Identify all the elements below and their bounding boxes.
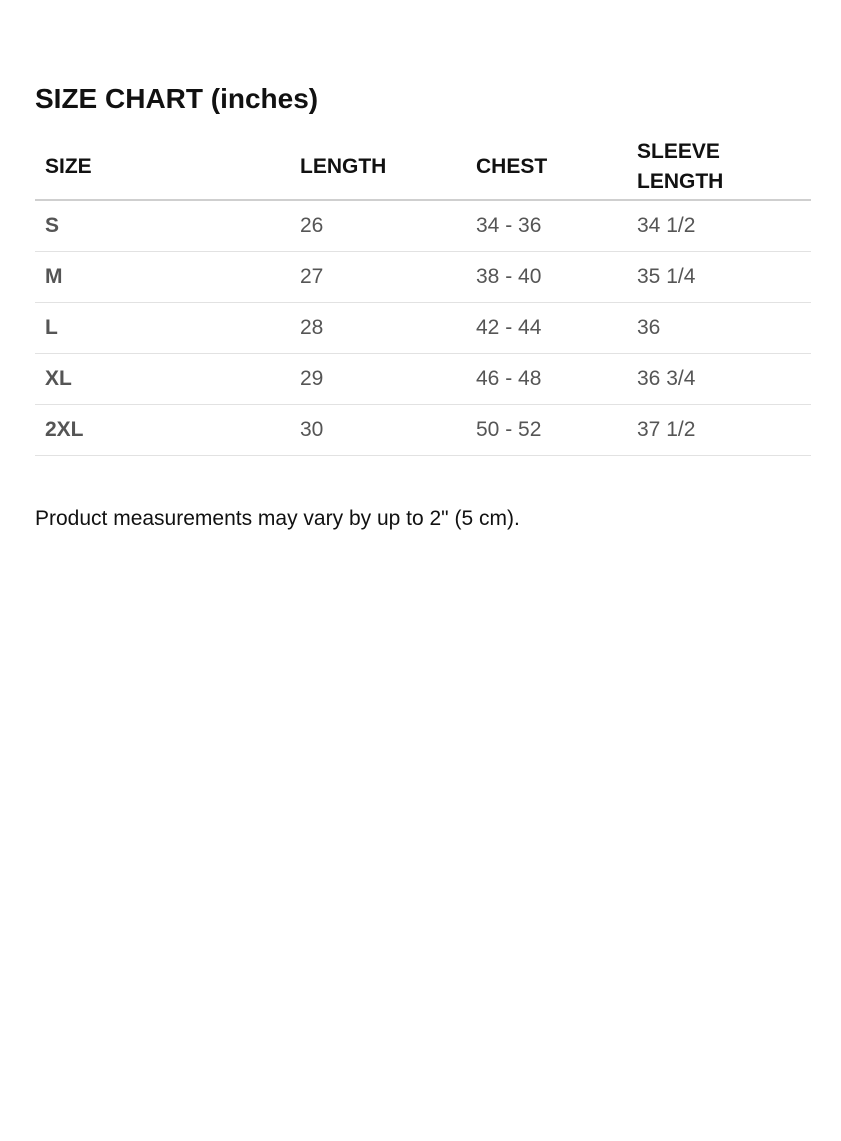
page-title: SIZE CHART (inches) <box>35 83 319 114</box>
length-cell: 27 <box>290 251 466 302</box>
length-cell: 26 <box>290 200 466 251</box>
chest-cell: 42 - 44 <box>466 302 627 353</box>
chest-cell: 38 - 40 <box>466 251 627 302</box>
chest-cell: 34 - 36 <box>466 200 627 251</box>
table-row <box>35 251 811 302</box>
column-header-chest: CHEST <box>466 135 627 200</box>
size-cell: 2XL <box>35 404 290 455</box>
size-cell: M <box>35 251 290 302</box>
column-header-size: SIZE <box>35 135 290 200</box>
sleeve-length-cell: 37 1/2 <box>627 404 811 455</box>
length-cell: 30 <box>290 404 466 455</box>
length-cell: 29 <box>290 353 466 404</box>
size-cell: L <box>35 302 290 353</box>
chest-cell: 46 - 48 <box>466 353 627 404</box>
table-row <box>35 404 811 455</box>
sleeve-length-cell: 35 1/4 <box>627 251 811 302</box>
column-header-length: LENGTH <box>290 135 466 200</box>
sleeve-length-cell: 36 3/4 <box>627 353 811 404</box>
chest-cell: 50 - 52 <box>466 404 627 455</box>
column-header-sleeve-length: SLEEVE LENGTH <box>627 135 811 200</box>
table-row <box>35 200 811 251</box>
table-row <box>35 353 811 404</box>
table-row <box>35 302 811 353</box>
measurement-note: Product measurements may vary by up to 2" (5 cm). <box>35 507 520 530</box>
size-chart-table <box>35 135 811 456</box>
sleeve-length-cell: 36 <box>627 302 811 353</box>
size-cell: S <box>35 200 290 251</box>
table-header-row <box>35 135 811 200</box>
size-cell: XL <box>35 353 290 404</box>
length-cell: 28 <box>290 302 466 353</box>
sleeve-length-cell: 34 1/2 <box>627 200 811 251</box>
